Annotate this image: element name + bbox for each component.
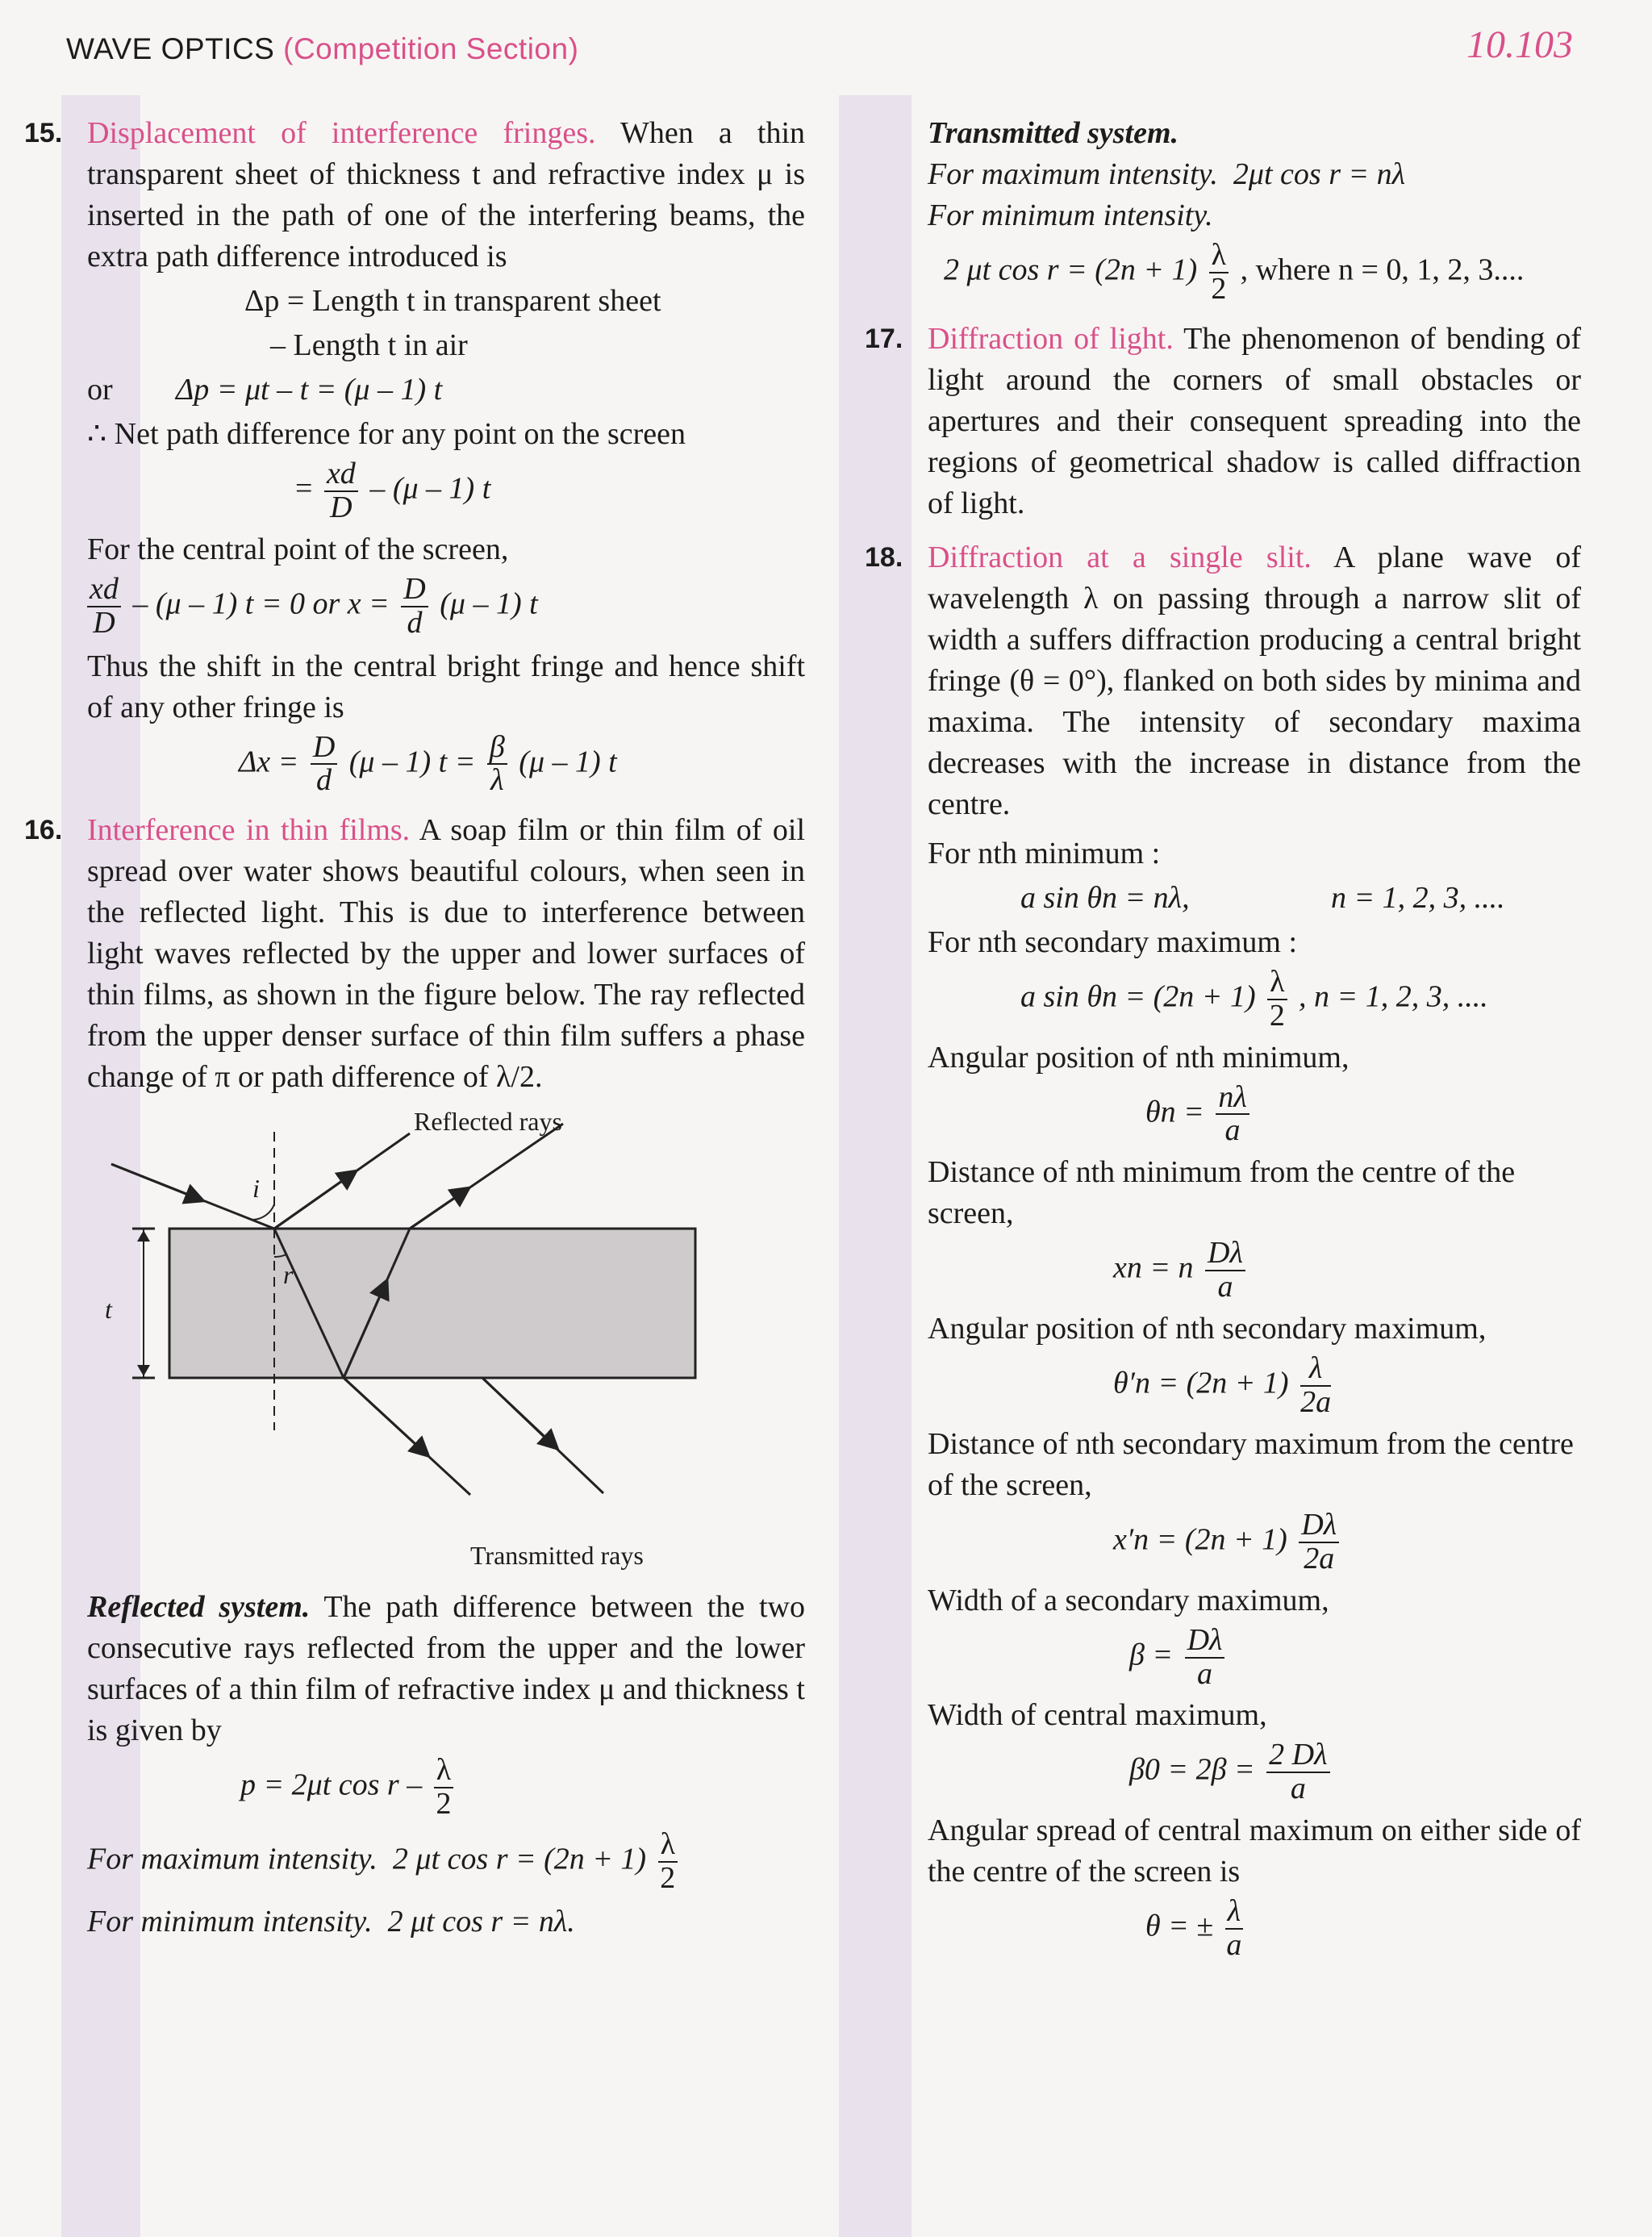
fraction	[487, 729, 507, 798]
denominator: a	[1224, 1113, 1241, 1148]
numerator: λ	[1209, 240, 1229, 273]
thin-film-figure	[87, 1100, 805, 1584]
numerator: Dλ	[1299, 1509, 1339, 1543]
equation-row	[87, 729, 805, 798]
denominator: a	[1226, 1928, 1242, 1963]
numerator: Dλ	[1185, 1625, 1225, 1659]
equation: Δp = Length t in transparent sheet	[244, 284, 661, 318]
section-text: When a thin transparent sheet of thickness t and refractive index μ is inserted in the path of one of the interfering beams, the extra path difference introduced is	[87, 116, 805, 273]
denominator: 2	[436, 1787, 452, 1822]
denominator: a	[1197, 1656, 1213, 1691]
fraction	[1216, 1079, 1249, 1148]
label: Angular position of nth minimum,	[928, 1040, 1350, 1075]
equation-row	[928, 1509, 1581, 1575]
denominator: 2	[1211, 271, 1227, 306]
label: Distance of nth secondary maximum from the centre of the screen,	[928, 1426, 1574, 1502]
eq-part: θ = ±	[1145, 1909, 1214, 1943]
fraction	[1299, 1509, 1339, 1575]
eq-part: p = 2μt cos r –	[240, 1767, 423, 1802]
thin-film-slab	[169, 1229, 695, 1378]
eq-part: , where n = 0, 1, 2, 3....	[1240, 252, 1525, 287]
subheading: Transmitted system.	[928, 116, 1179, 150]
right-column	[865, 113, 1581, 1965]
numerator: xd	[87, 574, 121, 607]
label: For maximum intensity.	[928, 157, 1218, 191]
eq-part: =	[295, 471, 313, 506]
fraction	[1225, 1896, 1243, 1962]
numerator: D	[311, 732, 337, 766]
denominator: 2	[1269, 998, 1285, 1033]
section-18	[865, 537, 1581, 825]
fraction	[324, 458, 358, 524]
section-heading: Diffraction at a single slit.	[928, 540, 1312, 574]
section-text: The phenomenon of bending of light around the corners of small obstacles or apertures and their consequent spreading into the regions of geometrical shadow is called diffraction of light.	[928, 321, 1581, 520]
label: For maximum intensity.	[87, 1842, 378, 1876]
equation-row	[928, 1353, 1581, 1419]
numerator: D	[401, 574, 428, 607]
equation-row	[928, 966, 1581, 1033]
fraction	[434, 1755, 453, 1821]
equation-row	[87, 369, 805, 411]
thickness-arrow-up	[137, 1230, 150, 1242]
eq-part: (μ – 1) t =	[348, 745, 476, 779]
body-text: ∴ Net path difference for any point on the screen	[87, 417, 686, 451]
numerator: λ	[1267, 966, 1287, 1000]
thin-film-diagram	[87, 1100, 805, 1584]
eq-part: 2μt cos r = nλ	[1233, 157, 1406, 191]
denominator: a	[1217, 1270, 1233, 1304]
numerator: 2 Dλ	[1266, 1739, 1329, 1773]
subheading: Reflected system.	[87, 1590, 311, 1625]
equation-row	[928, 1622, 1581, 1691]
numerator: Dλ	[1205, 1237, 1245, 1271]
denominator: 2	[660, 1861, 676, 1896]
angle-i-label: i	[252, 1174, 260, 1204]
eq-part: – (μ – 1) t	[369, 471, 491, 506]
transmitted-arrow-1	[344, 1378, 426, 1454]
section-number: 17.	[865, 323, 903, 354]
angle-r-label: r	[283, 1260, 294, 1290]
section-number: 18.	[865, 541, 903, 573]
eq-part: β0 = 2β =	[1129, 1753, 1255, 1788]
eq-part: 2 μt cos r = (2n + 1)	[392, 1842, 647, 1876]
fraction	[1267, 966, 1287, 1033]
equation: – Length t in air	[270, 328, 468, 362]
section-17	[865, 319, 1581, 524]
fraction	[1300, 1353, 1331, 1419]
fraction	[401, 571, 428, 640]
section-number: 15.	[24, 118, 63, 148]
transmitted-rays-label: Transmitted rays	[470, 1541, 644, 1571]
numerator: nλ	[1216, 1082, 1249, 1116]
denominator: a	[1290, 1772, 1306, 1806]
denominator: d	[316, 763, 332, 798]
page-number: 10.103	[1466, 23, 1573, 66]
label: Angular spread of central maximum on either side of the centre of the screen is	[928, 1813, 1581, 1889]
reflected-rays-label: Reflected rays	[414, 1107, 562, 1137]
label: Width of a secondary maximum,	[928, 1583, 1329, 1617]
equation-row	[87, 458, 805, 524]
eq-part: (μ – 1) t	[519, 745, 617, 779]
section-number: 16.	[24, 815, 63, 846]
incident-arrow	[111, 1164, 200, 1200]
eq-part: Δx =	[239, 745, 299, 779]
chapter-title: WAVE OPTICS	[66, 32, 275, 65]
fraction	[1209, 240, 1229, 306]
denominator: 2a	[1304, 1541, 1335, 1575]
reflected-arrow-2	[410, 1190, 466, 1229]
eq-part: (μ – 1) t	[440, 586, 538, 621]
reflected-system-paragraph	[87, 1587, 805, 1751]
denominator: d	[407, 605, 423, 640]
fraction	[658, 1829, 678, 1895]
transmitted-arrow-2	[482, 1378, 555, 1446]
section-heading: Diffraction of light.	[928, 321, 1174, 356]
label: For minimum intensity.	[87, 1904, 373, 1939]
denominator: D	[93, 605, 115, 640]
label: Distance of nth minimum from the centre of the screen,	[928, 1155, 1516, 1231]
reflected-arrow-1	[274, 1173, 353, 1229]
eq-part: θ′n = (2n + 1)	[1113, 1366, 1289, 1400]
body-text: The path difference between the two consecutive rays reflected from the upper and the lower surfaces of a thin film of refractive index μ and thickness t is given by	[87, 1590, 805, 1748]
section-heading: Interference in thin films.	[87, 813, 411, 848]
section-heading: Displacement of interference fringes.	[87, 116, 596, 150]
numerator: λ	[434, 1755, 453, 1788]
center-margin-band	[839, 95, 912, 2237]
eq-part: 2 μt cos r = nλ.	[387, 1904, 575, 1939]
section-16	[24, 810, 805, 1098]
body-text: For the central point of the screen,	[87, 532, 509, 566]
denominator: 2a	[1300, 1385, 1332, 1420]
numerator: λ	[1225, 1896, 1243, 1930]
fraction	[1205, 1237, 1245, 1304]
equation-row	[87, 1829, 805, 1895]
equation-row	[928, 240, 1581, 306]
eq-part: a sin θn = nλ,	[1020, 880, 1190, 915]
body-text: Thus the shift in the central bright fringe and hence shift of any other fringe is	[87, 649, 805, 724]
equation-row	[87, 1901, 805, 1943]
eq-part: , n = 1, 2, 3, ....	[1299, 979, 1488, 1014]
label: For minimum intensity.	[928, 198, 1213, 232]
denominator: λ	[490, 763, 504, 798]
fraction	[1266, 1739, 1329, 1805]
thickness-label: t	[105, 1295, 112, 1325]
denominator: D	[330, 490, 353, 524]
label: Width of central maximum,	[928, 1698, 1267, 1733]
eq-part: θn =	[1145, 1095, 1204, 1129]
section-15	[24, 113, 805, 278]
label: Angular position of nth secondary maximum,	[928, 1312, 1487, 1346]
numerator: λ	[658, 1829, 678, 1863]
equation-row	[928, 1079, 1581, 1148]
running-header	[66, 32, 578, 66]
eq-part: xn = n	[1113, 1250, 1194, 1285]
label: For nth secondary maximum :	[928, 924, 1298, 959]
numerator: λ	[1300, 1353, 1331, 1387]
eq-part: β =	[1129, 1638, 1174, 1672]
section-text: A soap film or thin film of oil spread over water shows beautiful colours, when seen in the reflected light. This is due to interference between light waves reflected by the upper and lower surfaces of thin films, as shown in the figure below. The ray reflected from the upper denser surface of thin film suffers a phase change of π or path difference of λ/2.	[87, 813, 805, 1095]
equation-row	[928, 1237, 1581, 1304]
thickness-arrow-down	[137, 1365, 150, 1376]
or-word: or	[87, 373, 113, 407]
equation: Δp = μt – t = (μ – 1) t	[176, 373, 443, 407]
section-text: A plane wave of wavelength λ on passing through a narrow slit of width a suffers diffraction producing a central bright fringe (θ = 0°), flanked on both sides by minima and maxima. The intensity of secondary maxima decreases with the increase in distance from the centre.	[928, 540, 1581, 821]
eq-part: a sin θn = (2n + 1)	[1020, 979, 1256, 1014]
equation-row	[87, 1755, 805, 1821]
equation-row	[928, 1739, 1581, 1805]
fraction	[87, 571, 121, 640]
equation-row	[928, 1896, 1581, 1962]
numerator: xd	[324, 458, 358, 492]
equation-row	[928, 154, 1581, 195]
fraction	[311, 729, 337, 798]
eq-part: n = 1, 2, 3, ....	[1331, 880, 1505, 915]
label: For nth minimum :	[928, 836, 1161, 870]
equation-row	[87, 571, 805, 640]
left-column	[24, 113, 805, 1946]
eq-part: – (μ – 1) t = 0 or x =	[132, 586, 390, 621]
eq-part: 2 μt cos r = (2n + 1)	[944, 252, 1198, 287]
section-label: (Competition Section)	[283, 32, 579, 65]
fraction	[1185, 1622, 1225, 1691]
eq-part: x′n = (2n + 1)	[1113, 1522, 1287, 1557]
equation-row	[928, 878, 1581, 919]
numerator: β	[487, 732, 507, 766]
